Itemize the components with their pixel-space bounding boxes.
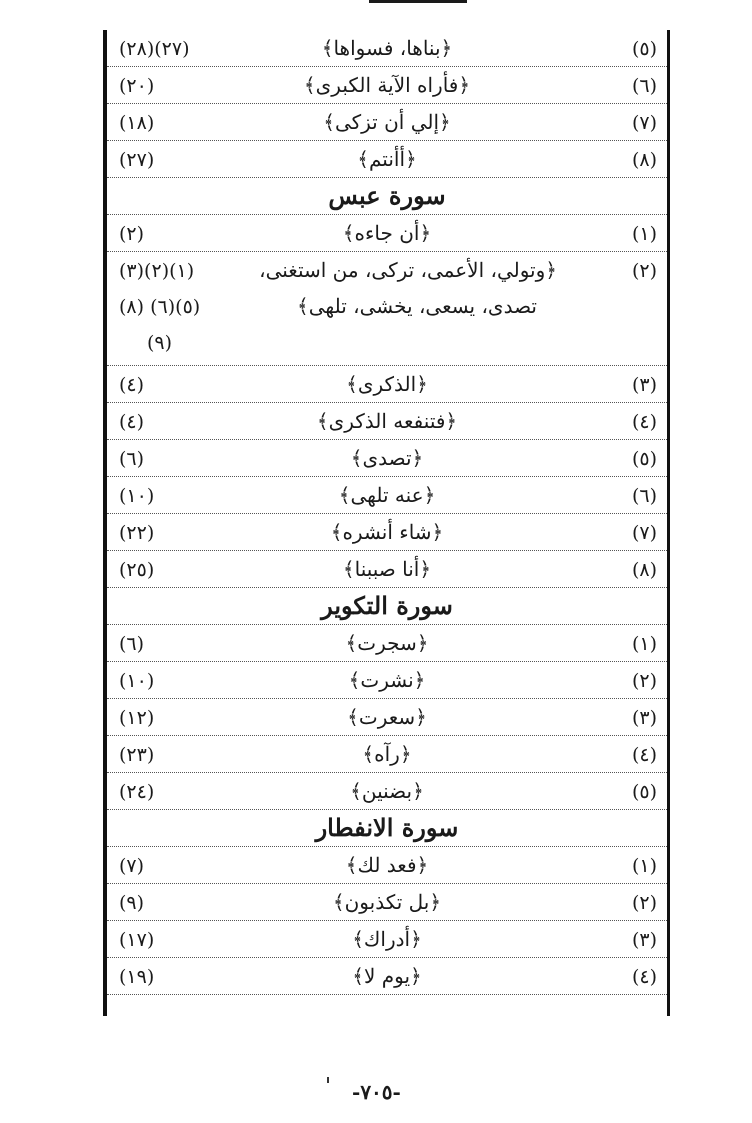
table-rows [107,30,667,995]
entry-number: (١) [631,223,657,245]
entry-number: (٥) [631,781,657,803]
entry-number: (٢) [631,892,657,914]
verse-refs: (١٠) [119,670,155,692]
verse-refs: (٦) [119,633,145,655]
table-row [107,884,667,921]
phrase-text: ﴿وتولي، الأعمى، تركى، من استغنى، [259,258,557,282]
surah-heading: سورة الانفطار [315,813,459,842]
entry-number: (٣) [631,707,657,729]
table-row [107,662,667,699]
verse-refs: (١٧) [119,929,155,951]
table-row [107,514,667,551]
table-row [107,699,667,736]
phrase-text: ﴿أدراك﴾ [352,927,422,951]
surah-heading: سورة التكوير [321,591,453,620]
entry-number: (٧) [631,522,657,544]
phrase-text: ﴿يوم لا﴾ [352,964,422,988]
table-row [107,477,667,514]
phrase-text: ﴿بضنين﴾ [350,779,424,803]
entry-number: (٦) [631,75,657,97]
table-right-border [667,30,670,1016]
verse-refs: (٢٧)(٢٨) [119,38,190,60]
page-number: -٧٠٥- [352,1080,401,1104]
verse-refs: (١٨) [119,112,155,134]
verse-refs: (١)(٢)(٣) [119,260,195,282]
table-row [107,736,667,773]
surah-heading-row [107,588,667,625]
phrase-text: ﴿تصدى﴾ [350,446,424,470]
surah-heading-row [107,810,667,847]
verse-refs: (٢٥) [119,559,155,581]
entry-number: (٤) [631,411,657,433]
phrase-text: ﴿أأنتم﴾ [357,147,417,171]
phrase-text: ﴿شاء أنشره﴾ [330,520,444,544]
table-row [107,773,667,810]
entry-number: (٨) [631,559,657,581]
entry-number: (٦) [631,485,657,507]
table-row [107,366,667,403]
phrase-text: تصدى، يسعى، يخشى، تلهى﴾ [296,294,537,318]
entry-number: (٢) [631,260,657,282]
entry-number: (٣) [631,374,657,396]
phrase-text: ﴿عنه تلهى﴾ [338,483,436,507]
phrase-text: ﴿الذكرى﴾ [346,372,428,396]
verse-refs: (٦) [119,448,145,470]
table-row [107,958,667,995]
entry-number: (٤) [631,744,657,766]
table-row [107,30,667,67]
phrase-text: ﴿سجرت﴾ [345,631,429,655]
table-row [107,625,667,662]
entry-number: (٧) [631,112,657,134]
phrase-text: ﴿فعد لك﴾ [345,853,429,877]
phrase-text: ﴿أنا صببنا﴾ [342,557,432,581]
verse-refs: (٢) [119,223,145,245]
entry-number: (٢) [631,670,657,692]
table-row [107,403,667,440]
table-row [107,141,667,178]
table-row [107,921,667,958]
entry-number: (٤) [631,966,657,988]
table-row [107,252,667,366]
verse-refs: (٩) [119,892,145,914]
entry-number: (٣) [631,929,657,951]
surah-heading: سورة عبس [328,181,446,210]
phrase-text: ﴿فأراه الآية الكبرى﴾ [303,73,471,97]
verse-refs: (٢٣) [119,744,155,766]
phrase-text: ﴿رآه﴾ [362,742,412,766]
entry-number: (١) [631,855,657,877]
verse-refs: (٢٧) [119,149,155,171]
table-row [107,67,667,104]
entry-number: (٨) [631,149,657,171]
phrase-text: ﴿إلي أن تزكى﴾ [323,110,451,134]
verse-refs: (١٢) [119,707,155,729]
table-row [107,847,667,884]
table-row [107,440,667,477]
phrase-text: ﴿أن جاءه﴾ [342,221,432,245]
table-row [107,551,667,588]
verse-refs: (٤) [119,411,145,433]
verse-refs: (٥)(٦) (٨) [119,296,201,318]
index-table [103,30,670,1016]
page-mark [327,1077,329,1083]
verse-refs: (٢٢) [119,522,155,544]
table-row [107,104,667,141]
entry-number: (٥) [631,38,657,60]
verse-refs: (٧) [119,855,145,877]
verse-refs: (٤) [119,374,145,396]
verse-refs: (٢٠) [119,75,155,97]
verse-refs: (٩) [147,332,173,354]
top-rule [369,0,467,3]
entry-number: (٥) [631,448,657,470]
phrase-text: ﴿فتنفعه الذكرى﴾ [316,409,458,433]
table-row [107,215,667,252]
phrase-text: ﴿بناها، فسواها﴾ [321,36,453,60]
verse-refs: (١٩) [119,966,155,988]
phrase-text: ﴿سعرت﴾ [347,705,427,729]
verse-refs: (٢٤) [119,781,155,803]
phrase-text: ﴿بل تكذبون﴾ [332,890,442,914]
phrase-text: ﴿نشرت﴾ [348,668,426,692]
surah-heading-row [107,178,667,215]
verse-refs: (١٠) [119,485,155,507]
entry-number: (١) [631,633,657,655]
